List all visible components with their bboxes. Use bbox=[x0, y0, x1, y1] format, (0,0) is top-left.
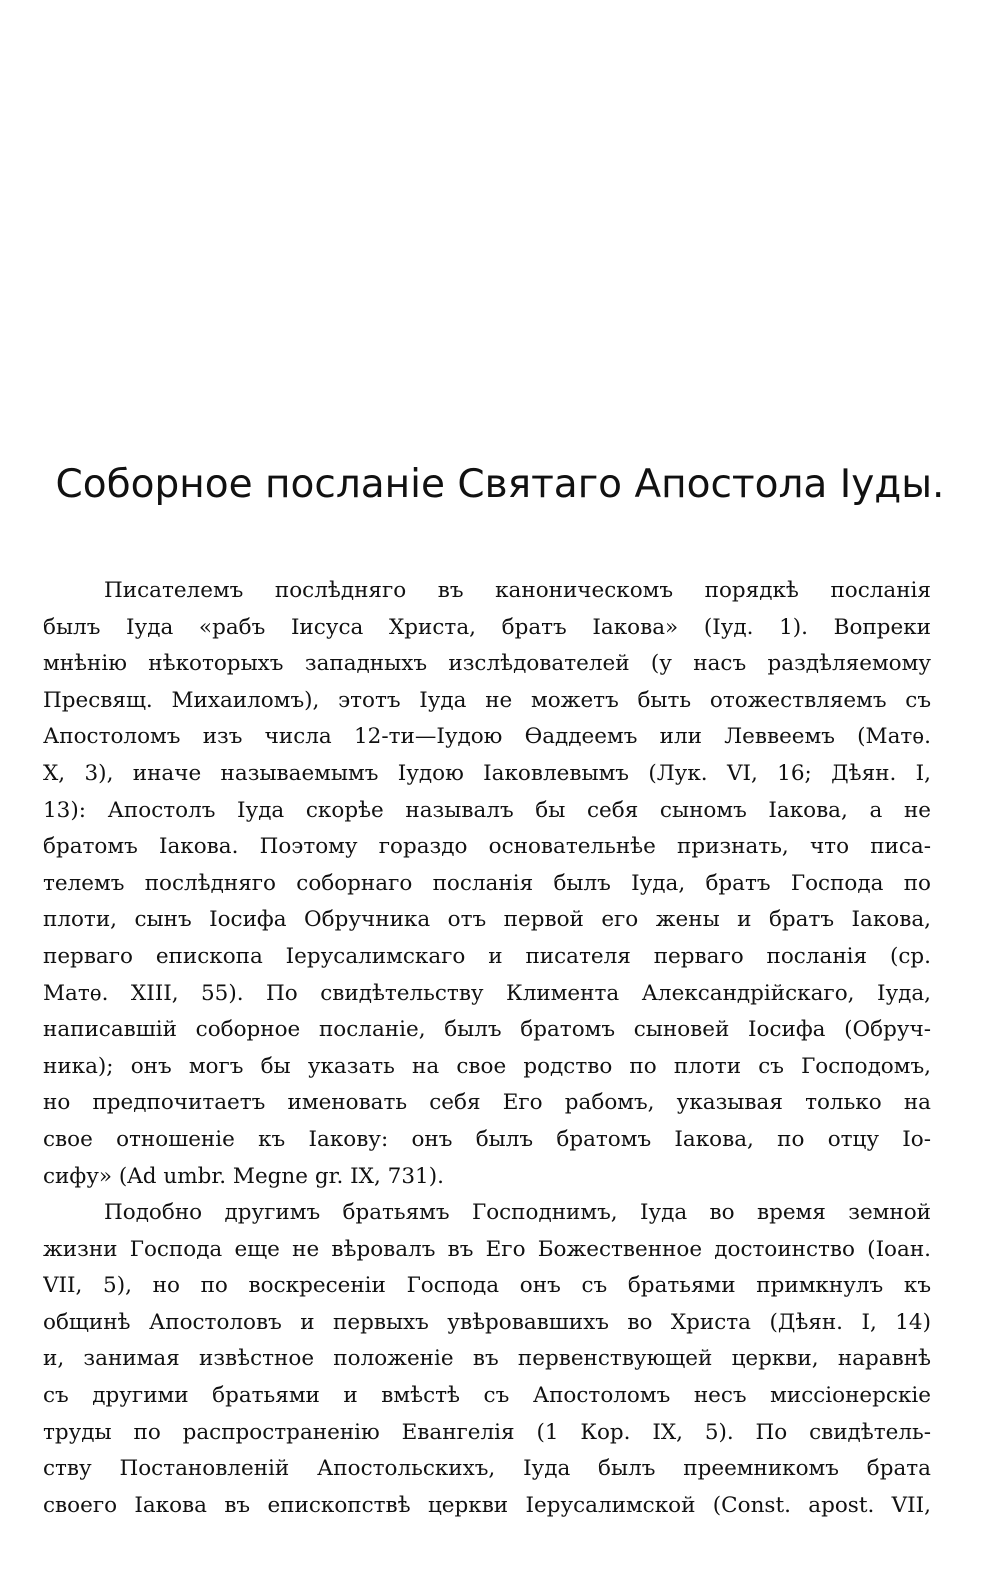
text-line: свое отношеніе къ Іакову: онъ былъ братомъ Іакова, по отцу Іо- bbox=[43, 1126, 931, 1152]
text-line: но предпочитаетъ именовать себя Его рабомъ, указывая только на bbox=[43, 1090, 931, 1116]
text-line: телемъ послѣдняго соборнаго посланія былъ Іуда, братъ Господа по bbox=[43, 870, 931, 896]
text-line: труды по распространенію Евангелія (1 Кор. IX, 5). По свидѣтель- bbox=[43, 1419, 931, 1445]
text-line: своего Іакова въ епископствѣ церкви Іерусалимской (Const. apost. VII, bbox=[43, 1492, 931, 1518]
text-line: плоти, сынъ Іосифа Обручника отъ первой его жены и братъ Іакова, bbox=[43, 907, 931, 933]
text-line: перваго епископа Іерусалимскаго и писателя перваго посланія (ср. bbox=[43, 943, 931, 969]
text-line: ству Постановленій Апостольскихъ, Іуда былъ преемникомъ брата bbox=[43, 1456, 931, 1482]
text-line: Писателемъ послѣдняго въ каноническомъ порядкѣ посланія bbox=[104, 578, 931, 603]
text-line: Матѳ. XIII, 55). По свидѣтельству Климента Александрійскаго, Іуда, bbox=[43, 980, 931, 1006]
text-line: братомъ Іакова. Поэтому гораздо основательнѣе признать, что писа- bbox=[43, 834, 931, 860]
text-line: общинѣ Апостоловъ и первыхъ увѣровавшихъ во Христа (Дѣян. I, 14) bbox=[43, 1309, 931, 1335]
text-line: ника); онъ могъ бы указать на свое родство по плоти съ Господомъ, bbox=[43, 1053, 931, 1079]
text-line: X, 3), иначе называемымъ Іудою Іаковлевымъ (Лук. VI, 16; Дѣян. I, bbox=[43, 760, 931, 786]
text-line: и, занимая извѣстное положеніе въ первенствующей церкви, наравнѣ bbox=[43, 1346, 931, 1372]
text-line: мнѣнію нѣкоторыхъ западныхъ изслѣдователей (у насъ раздѣляемому bbox=[43, 651, 931, 677]
text-line: VII, 5), но по воскресеніи Господа онъ съ братьями примкнулъ къ bbox=[43, 1273, 931, 1299]
text-line: Апостоломъ изъ числа 12-ти—Іудою Ѳаддеемъ или Леввеемъ (Матѳ. bbox=[43, 724, 931, 750]
text-line: Пресвящ. Михаиломъ), этотъ Іуда не можетъ быть отожествляемъ съ bbox=[43, 687, 931, 713]
body-text bbox=[43, 573, 931, 1524]
text-line: съ другими братьями и вмѣстѣ съ Апостоломъ несъ миссіонерскіе bbox=[43, 1383, 931, 1409]
text-line: жизни Господа еще не вѣровалъ въ Его Божественное достоинство (Іоан. bbox=[43, 1236, 931, 1262]
text-line: Подобно другимъ братьямъ Господнимъ, Іуда во время земной bbox=[104, 1200, 931, 1226]
text-line: сифу» (Ad umbr. Megne gr. IX, 731). bbox=[43, 1163, 444, 1189]
paragraph-2 bbox=[43, 1195, 931, 1524]
page-title: Соборное посланіе Святаго Апостола Іуды. bbox=[55, 462, 945, 507]
paragraph-1 bbox=[43, 573, 931, 1195]
text-line: 13): Апостолъ Іуда скорѣе называлъ бы себя сыномъ Іакова, а не bbox=[43, 797, 931, 823]
text-line: былъ Іуда «рабъ Іисуса Христа, братъ Іакова» (Іуд. 1). Вопреки bbox=[43, 614, 931, 640]
text-line: написавшій соборное посланіе, былъ братомъ сыновей Іосифа (Обруч- bbox=[43, 1017, 931, 1043]
